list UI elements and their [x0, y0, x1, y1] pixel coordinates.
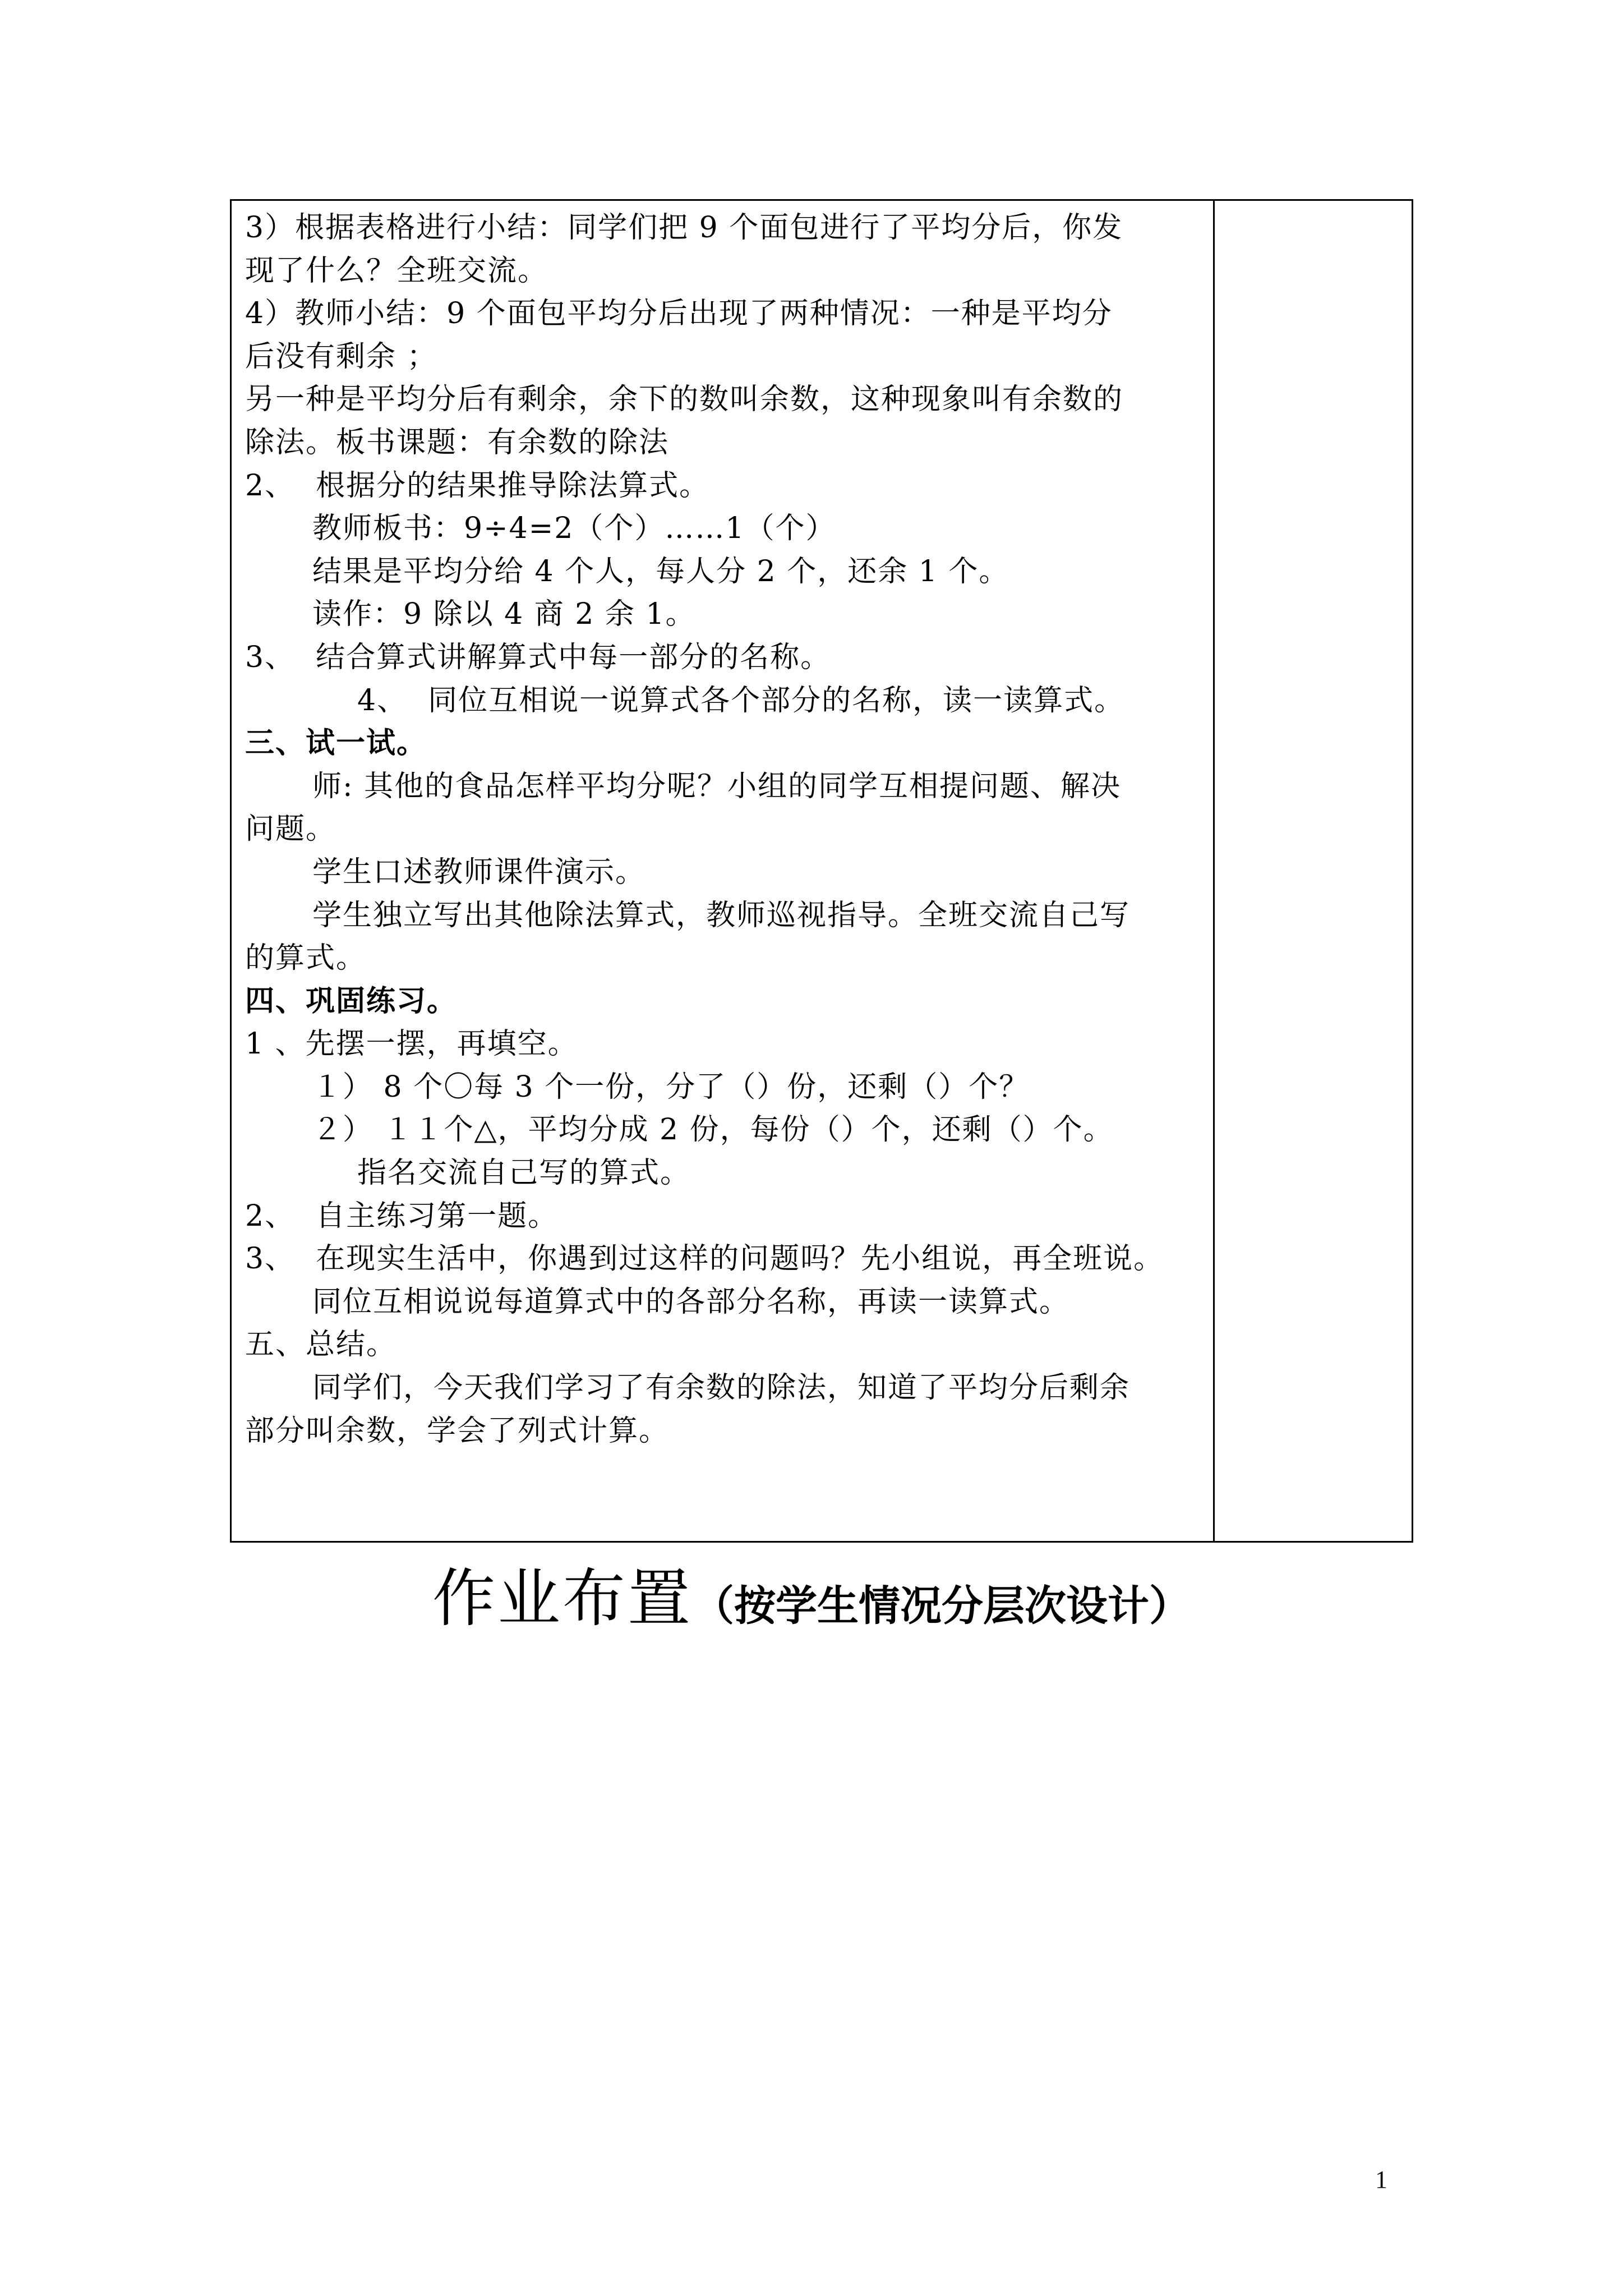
lesson-line: 问题。 — [245, 812, 336, 846]
lesson-line: １） 8 个〇每 3 个一份，分了（）份，还剩（）个？ — [312, 1070, 1030, 1104]
lesson-line: 4、 同位互相说一说算式各个部分的名称，读一读算式。 — [357, 683, 1125, 717]
section-heading: 五、总结。 — [245, 1328, 397, 1362]
lesson-line: 学生独立写出其他除法算式，教师巡视指导。全班交流自己写 — [312, 898, 1131, 932]
section-heading: 四、巩固练习。 — [245, 983, 458, 1018]
lesson-line: 2、 自主练习第一题。 — [245, 1199, 559, 1233]
lesson-line: 同学们，今天我们学习了有余数的除法，知道了平均分后剩余 — [312, 1371, 1131, 1405]
homework-title: 作业布置 — [432, 1562, 693, 1635]
lesson-line: 部分叫余数，学会了列式计算。 — [245, 1414, 670, 1448]
lesson-line: 指名交流自己写的算式。 — [357, 1156, 691, 1190]
homework-heading — [0, 1548, 1623, 1639]
lesson-plan-table — [230, 199, 1413, 1543]
lesson-line: 除法。板书课题：有余数的除法 — [245, 425, 670, 459]
section-heading: 三、试一试。 — [245, 726, 427, 761]
lesson-content-cell — [232, 201, 1215, 1541]
homework-subtitle: （按学生情况分层次设计） — [693, 1582, 1191, 1630]
lesson-line: 3、 结合算式讲解算式中每一部分的名称。 — [245, 640, 831, 674]
lesson-line: 师: 其他的食品怎样平均分呢？小组的同学互相提问题、解决 — [312, 769, 1122, 803]
lesson-line: 的算式。 — [245, 941, 367, 976]
lesson-line: 读作：9 除以 4 商 2 余 1。 — [312, 597, 696, 632]
page-number: 1 — [1375, 2166, 1387, 2193]
lesson-line: 2、 根据分的结果推导除法算式。 — [245, 468, 710, 503]
lesson-line: 现了什么？全班交流。 — [245, 254, 548, 288]
lesson-line: 1 、先摆一摆，再填空。 — [245, 1027, 578, 1061]
lesson-line: 3、 在现实生活中，你遇到过这样的问题吗？先小组说，再全班说。 — [245, 1242, 1164, 1276]
lesson-line: 学生口述教师课件演示。 — [312, 855, 646, 889]
lesson-line: 另一种是平均分后有剩余，余下的数叫余数，这种现象叫有余数的 — [245, 383, 1124, 417]
lesson-line: 4）教师小结：9 个面包平均分后出现了两种情况：一种是平均分 — [245, 297, 1113, 331]
lesson-line: 3）根据表格进行小结：同学们把 9 个面包进行了平均分后，你发 — [245, 211, 1123, 245]
lesson-line: 同位互相说说每道算式中的各部分名称，再读一读算式。 — [312, 1285, 1070, 1319]
lesson-line: 结果是平均分给 4 个人，每人分 2 个，还余 1 个。 — [312, 554, 1009, 588]
lesson-line: 后没有剩余 ； — [245, 339, 437, 374]
lesson-line: 教师板书：9÷4=2（个）……1（个） — [312, 512, 836, 546]
lesson-line: ２） １１个△，平均分成 2 份，每份（）个，还剩（）个。 — [312, 1113, 1114, 1147]
notes-cell — [1213, 201, 1412, 1541]
